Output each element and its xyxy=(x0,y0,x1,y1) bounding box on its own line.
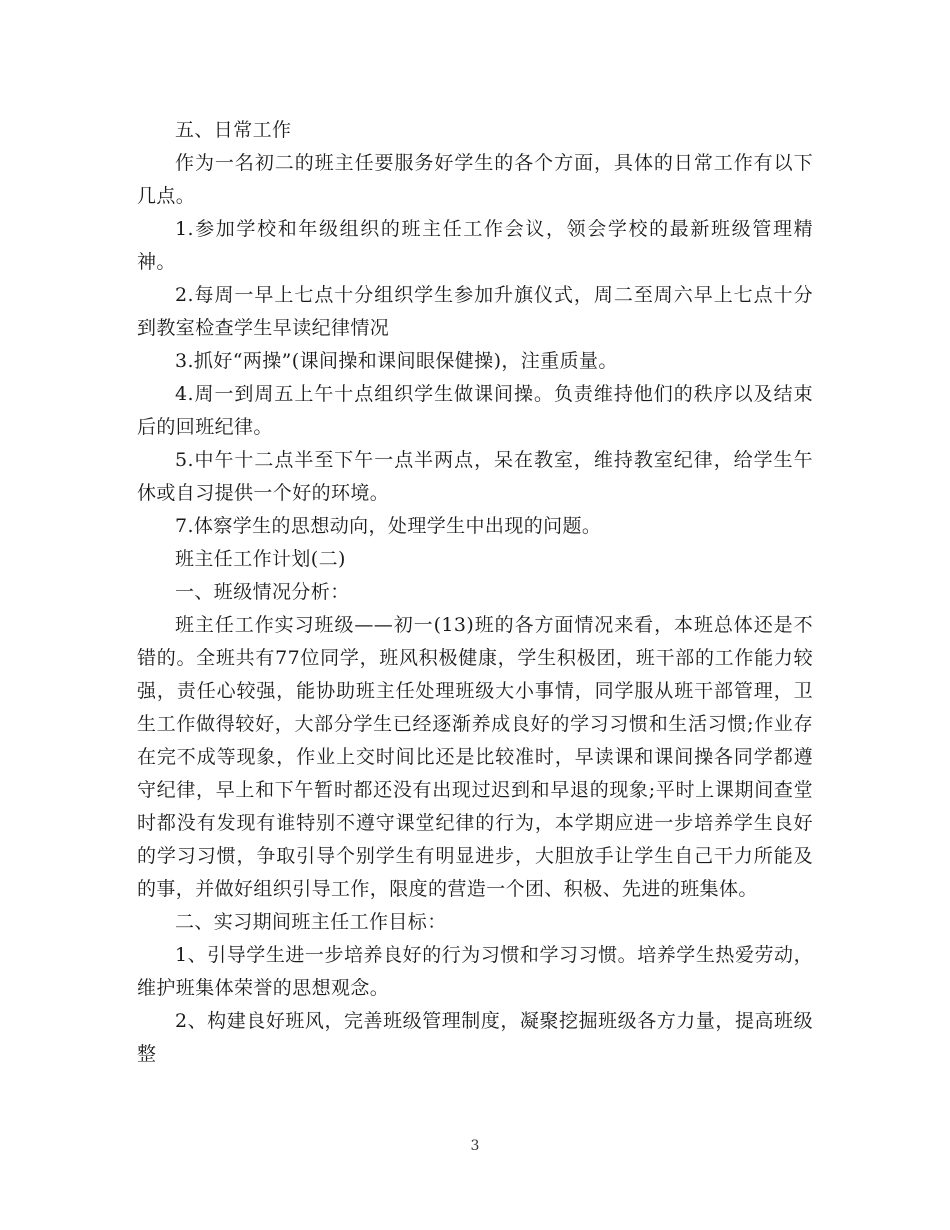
document-body xyxy=(137,114,813,1071)
paragraph-daily-work-intro: 作为一名初二的班主任要服务好学生的各个方面，具体的日常工作有以下几点。 xyxy=(137,152,813,207)
paragraph-class-analysis: 班主任工作实习班级——初一(13)班的各方面情况来看，本班总体还是不错的。全班共有77位同学，班风积极健康，学生积极团，班干部的工作能力较强，责任心较强，能协助班主任处理班级大小事情，同学服从班干部管理，卫生工作做得较好，大部分学生已经逐渐养成良好的学习习惯和生活习惯;作业存在完不成等现象，作业上交时间比还是比较准时，早读课和课间操各同学都遵守纪律，早上和下午暂时都还没有出现过迟到和早退的现象;平时上课期间查堂时都没有发现有谁特别不遵守课堂纪律的行为，本学期应进一步培养学生良好的学习习惯，争取引导个别学生有明显进步，大胆放手让学生自己干力所能及的事，并做好组织引导工作，限度的营造一个团、积极、先进的班集体。 xyxy=(137,614,813,900)
list-item-1: 1.参加学校和年级组织的班主任工作会议，领会学校的最新班级管理精神。 xyxy=(137,218,813,273)
list-item-5: 5.中午十二点半至下午一点半两点，呆在教室，维持教室纪律，给学生午休或自习提供一个好的环境。 xyxy=(137,449,813,504)
page-number: 3 xyxy=(470,1138,480,1154)
goal-item-1: 1、引导学生进一步培养良好的行为习惯和学习习惯。培养学生热爱劳动，维护班集体荣誉的思想观念。 xyxy=(137,944,813,999)
section-heading-daily-work: 五、日常工作 xyxy=(175,119,292,141)
section-heading-goals: 二、实习期间班主任工作目标： xyxy=(175,911,447,933)
list-item-2: 2.每周一早上七点十分组织学生参加升旗仪式，周二至周六早上七点十分到教室检查学生早读纪律情况 xyxy=(137,284,813,339)
plan-title: 班主任工作计划(二) xyxy=(175,548,346,570)
list-item-3: 3.抓好“两操”(课间操和课间眼保健操)，注重质量。 xyxy=(175,350,618,372)
list-item-4: 4.周一到周五上午十点组织学生做课间操。负责维持他们的秩序以及结束后的回班纪律。 xyxy=(137,383,813,438)
section-heading-class-analysis: 一、班级情况分析： xyxy=(175,581,350,603)
list-item-7: 7.体察学生的思想动向，处理学生中出现的问题。 xyxy=(175,515,602,537)
goal-item-2: 2、构建良好班风，完善班级管理制度，凝聚挖掘班级各方力量，提高班级整 xyxy=(137,1010,813,1065)
